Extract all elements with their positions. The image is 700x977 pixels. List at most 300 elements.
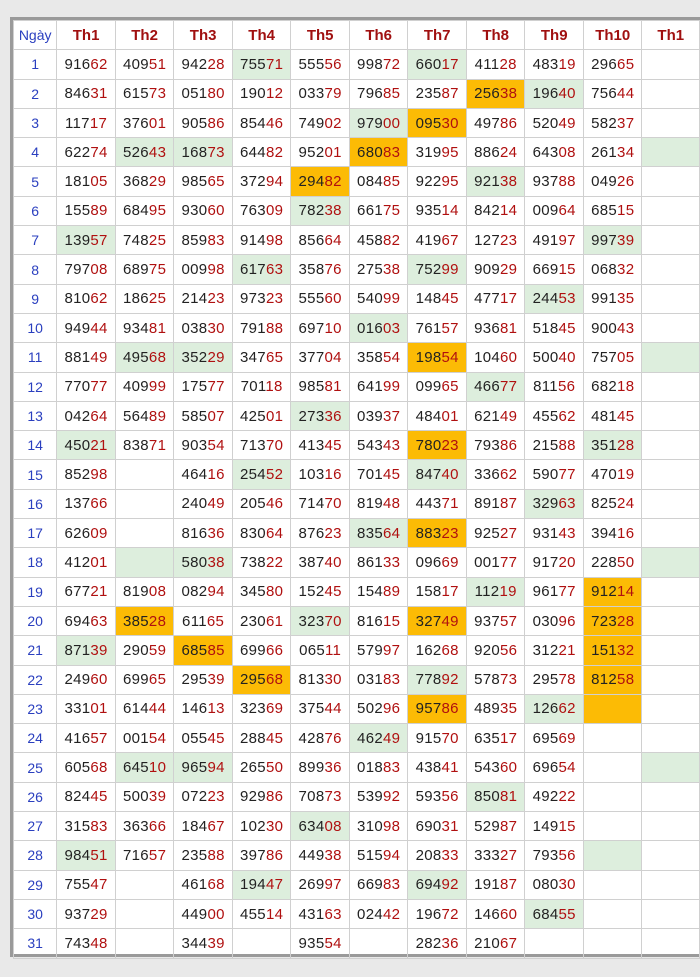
table-row [14,519,700,548]
result-cell: 61444 [115,694,174,723]
day-number: 26 [14,782,57,811]
result-cell: 00154 [115,724,174,753]
result-cell: 39416 [583,519,642,548]
day-number: 6 [14,196,57,225]
result-cell: 33327 [466,841,525,870]
result-cell: 57997 [349,636,408,665]
result-cell [115,519,174,548]
result-cell: 31995 [408,138,467,167]
result-cell: 91570 [408,724,467,753]
table-row [14,196,700,225]
result-cell: 50039 [115,782,174,811]
result-cell: 19672 [408,899,467,928]
result-cell [642,226,700,255]
result-cell: 92056 [466,636,525,665]
result-cell: 91662 [57,50,116,79]
result-cell: 20833 [408,841,467,870]
result-cell: 23061 [232,606,291,635]
result-cell: 44938 [291,841,350,870]
table-row [14,167,700,196]
result-cell: 53992 [349,782,408,811]
result-cell: 59077 [525,460,584,489]
result-cell [349,929,408,958]
result-cell: 74825 [115,226,174,255]
result-cell: 48145 [583,401,642,430]
result-cell [642,899,700,928]
result-cell: 18467 [174,812,233,841]
result-cell: 56489 [115,401,174,430]
result-cell: 50296 [349,694,408,723]
table-row [14,841,700,870]
result-cell: 71370 [232,431,291,460]
result-cell: 34580 [232,577,291,606]
result-cell: 75299 [408,255,467,284]
month-header: Th9 [525,21,584,50]
result-cell: 92986 [232,782,291,811]
day-number: 29 [14,870,57,899]
day-number: 24 [14,724,57,753]
result-cell: 09669 [408,548,467,577]
result-cell: 66983 [349,870,408,899]
result-cell: 91214 [583,577,642,606]
result-cell: 47717 [466,284,525,313]
result-cell [642,372,700,401]
result-cell: 64482 [232,138,291,167]
result-cell: 50040 [525,343,584,372]
result-cell [583,694,642,723]
result-cell: 23587 [408,79,467,108]
result-cell: 62274 [57,138,116,167]
table-row [14,812,700,841]
day-number: 12 [14,372,57,401]
result-cell [115,899,174,928]
result-cell: 04264 [57,401,116,430]
result-cell: 58038 [174,548,233,577]
table-row [14,929,700,958]
result-cell: 35854 [349,343,408,372]
result-cell: 25452 [232,460,291,489]
table-row [14,284,700,313]
result-cell: 46677 [466,372,525,401]
result-cell [583,724,642,753]
day-number: 2 [14,79,57,108]
result-cell: 60568 [57,753,116,782]
result-cell: 96177 [525,577,584,606]
result-cell: 69569 [525,724,584,753]
result-cell: 88323 [408,519,467,548]
result-cell: 24960 [57,665,116,694]
result-cell: 38740 [291,548,350,577]
result-cell [642,577,700,606]
table-row [14,694,700,723]
result-cell: 17577 [174,372,233,401]
result-cell: 23588 [174,841,233,870]
result-cell: 95786 [408,694,467,723]
result-cell: 78238 [291,196,350,225]
result-cell: 48319 [525,50,584,79]
result-cell: 19012 [232,79,291,108]
result-cell: 97323 [232,284,291,313]
result-cell: 93788 [525,167,584,196]
result-cell: 34765 [232,343,291,372]
result-cell: 11219 [466,577,525,606]
result-cell: 32749 [408,606,467,635]
result-cell: 15489 [349,577,408,606]
lottery-results-frame [10,17,700,957]
result-cell: 63408 [291,812,350,841]
result-cell: 85298 [57,460,116,489]
result-cell: 81258 [583,665,642,694]
table-row [14,401,700,430]
result-cell: 71657 [115,841,174,870]
result-cell: 09530 [408,108,467,137]
result-cell: 69710 [291,313,350,342]
result-cell: 66175 [349,196,408,225]
result-cell: 54099 [349,284,408,313]
result-cell: 83064 [232,519,291,548]
result-cell: 35876 [291,255,350,284]
result-cell: 93729 [57,899,116,928]
result-cell: 54343 [349,431,408,460]
result-cell: 24049 [174,489,233,518]
result-cell: 48935 [466,694,525,723]
result-cell: 48401 [408,401,467,430]
result-cell [642,460,700,489]
result-cell: 42501 [232,401,291,430]
result-cell: 41967 [408,226,467,255]
result-cell: 58507 [174,401,233,430]
result-cell: 85081 [466,782,525,811]
result-cell: 69031 [408,812,467,841]
result-cell: 62609 [57,519,116,548]
table-row [14,899,700,928]
result-cell [583,753,642,782]
result-cell: 68455 [525,899,584,928]
table-row [14,724,700,753]
month-header: Th1 [57,21,116,50]
result-cell: 71470 [291,489,350,518]
result-cell: 69492 [408,870,467,899]
result-cell: 24453 [525,284,584,313]
result-cell: 03937 [349,401,408,430]
result-cell [583,841,642,870]
month-header: Th1 [642,21,700,50]
month-header: Th6 [349,21,408,50]
day-number: 15 [14,460,57,489]
result-cell: 45882 [349,226,408,255]
result-cell: 95201 [291,138,350,167]
result-cell: 68495 [115,196,174,225]
result-cell: 49786 [466,108,525,137]
result-cell: 16268 [408,636,467,665]
result-cell: 76309 [232,196,291,225]
day-number: 31 [14,929,57,958]
result-cell: 29578 [525,665,584,694]
result-cell: 68975 [115,255,174,284]
result-cell: 03379 [291,79,350,108]
result-cell: 15245 [291,577,350,606]
result-cell: 81156 [525,372,584,401]
result-cell [583,899,642,928]
result-cell: 99872 [349,50,408,79]
result-cell: 61165 [174,606,233,635]
result-cell: 69463 [57,606,116,635]
header-row [14,21,700,50]
result-cell: 13766 [57,489,116,518]
table-row [14,108,700,137]
day-number: 3 [14,108,57,137]
result-cell: 18625 [115,284,174,313]
result-cell: 85983 [174,226,233,255]
result-cell: 29482 [291,167,350,196]
result-cell: 26997 [291,870,350,899]
table-row [14,431,700,460]
result-cell: 32369 [232,694,291,723]
result-cell: 58237 [583,108,642,137]
day-number: 20 [14,606,57,635]
result-cell [232,929,291,958]
result-cell [642,724,700,753]
result-cell: 81062 [57,284,116,313]
result-cell: 88149 [57,343,116,372]
result-cell: 25638 [466,79,525,108]
result-cell: 08294 [174,577,233,606]
result-cell: 36829 [115,167,174,196]
result-cell: 33101 [57,694,116,723]
month-header: Th2 [115,21,174,50]
result-cell: 90929 [466,255,525,284]
result-cell: 84740 [408,460,467,489]
result-cell: 69654 [525,753,584,782]
result-cell [642,343,700,372]
result-cell: 75644 [583,79,642,108]
result-cell: 33662 [466,460,525,489]
result-cell: 00964 [525,196,584,225]
result-cell [525,929,584,958]
day-number: 7 [14,226,57,255]
table-row [14,870,700,899]
result-cell [642,606,700,635]
month-header: Th8 [466,21,525,50]
result-cell: 94228 [174,50,233,79]
result-cell: 14613 [174,694,233,723]
result-cell: 93681 [466,313,525,342]
result-cell: 92295 [408,167,467,196]
result-cell: 29665 [583,50,642,79]
result-cell [642,284,700,313]
result-cell: 37704 [291,343,350,372]
result-cell: 81948 [349,489,408,518]
result-cell: 94944 [57,313,116,342]
result-cell: 01883 [349,753,408,782]
result-cell [642,519,700,548]
result-cell: 27538 [349,255,408,284]
result-cell: 45021 [57,431,116,460]
result-cell: 77077 [57,372,116,401]
day-number: 28 [14,841,57,870]
result-cell: 04926 [583,167,642,196]
result-cell: 92527 [466,519,525,548]
results-table [13,20,700,959]
result-cell [642,50,700,79]
day-number: 16 [14,489,57,518]
result-cell: 87139 [57,636,116,665]
result-cell: 61763 [232,255,291,284]
result-cell: 09965 [408,372,467,401]
day-number: 27 [14,812,57,841]
day-number: 21 [14,636,57,665]
result-cell [642,548,700,577]
table-row [14,665,700,694]
result-cell: 57873 [466,665,525,694]
day-number: 9 [14,284,57,313]
result-cell: 21423 [174,284,233,313]
result-cell: 98451 [57,841,116,870]
result-cell [115,548,174,577]
table-row [14,548,700,577]
table-row [14,226,700,255]
table-row [14,343,700,372]
result-cell [115,870,174,899]
month-header: Th5 [291,21,350,50]
result-cell: 54360 [466,753,525,782]
result-cell [642,636,700,665]
result-cell: 89187 [466,489,525,518]
result-cell: 47019 [583,460,642,489]
month-header: Th7 [408,21,467,50]
result-cell: 93060 [174,196,233,225]
result-cell: 49222 [525,782,584,811]
table-row [14,489,700,518]
result-cell: 89936 [291,753,350,782]
result-cell: 37601 [115,108,174,137]
result-cell: 52987 [466,812,525,841]
table-row [14,577,700,606]
day-column-header: Ngày [14,21,57,50]
result-cell: 41345 [291,431,350,460]
result-cell: 70118 [232,372,291,401]
result-cell: 96594 [174,753,233,782]
day-number: 5 [14,167,57,196]
result-cell: 45514 [232,899,291,928]
day-number: 30 [14,899,57,928]
result-cell: 32963 [525,489,584,518]
result-cell: 46168 [174,870,233,899]
result-cell: 99135 [583,284,642,313]
result-cell: 16873 [174,138,233,167]
result-cell [642,665,700,694]
table-row [14,753,700,782]
result-cell: 99739 [583,226,642,255]
result-cell: 69965 [115,665,174,694]
result-cell [642,401,700,430]
result-cell: 90043 [583,313,642,342]
result-cell: 41128 [466,50,525,79]
result-cell: 37294 [232,167,291,196]
result-cell: 72328 [583,606,642,635]
day-number: 19 [14,577,57,606]
result-cell: 93757 [466,606,525,635]
day-number: 1 [14,50,57,79]
result-cell: 70145 [349,460,408,489]
result-cell [115,460,174,489]
result-cell: 83564 [349,519,408,548]
result-cell: 03096 [525,606,584,635]
result-cell: 34439 [174,929,233,958]
day-number: 23 [14,694,57,723]
result-cell: 13957 [57,226,116,255]
day-number: 14 [14,431,57,460]
result-cell [583,782,642,811]
day-number: 25 [14,753,57,782]
result-cell: 68218 [583,372,642,401]
table-row [14,138,700,167]
day-number: 8 [14,255,57,284]
result-cell: 19187 [466,870,525,899]
result-cell: 36366 [115,812,174,841]
result-cell: 18105 [57,167,116,196]
result-cell: 10460 [466,343,525,372]
result-cell: 93143 [525,519,584,548]
result-cell: 73822 [232,548,291,577]
month-header: Th3 [174,21,233,50]
result-cell: 40951 [115,50,174,79]
result-cell: 75547 [57,870,116,899]
result-cell [642,753,700,782]
result-cell [583,929,642,958]
result-cell: 29568 [232,665,291,694]
table-row [14,372,700,401]
result-cell: 61573 [115,79,174,108]
result-cell: 90354 [174,431,233,460]
result-cell: 41201 [57,548,116,577]
result-cell [642,870,700,899]
result-cell: 37544 [291,694,350,723]
result-cell: 77892 [408,665,467,694]
result-cell: 79386 [466,431,525,460]
result-cell: 03830 [174,313,233,342]
result-cell: 79188 [232,313,291,342]
result-cell: 51845 [525,313,584,342]
result-cell: 46249 [349,724,408,753]
result-cell: 75705 [583,343,642,372]
result-cell [642,812,700,841]
result-cell: 00177 [466,548,525,577]
result-cell: 38528 [115,606,174,635]
result-cell [642,782,700,811]
result-cell: 81908 [115,577,174,606]
result-cell: 05180 [174,79,233,108]
result-cell: 79356 [525,841,584,870]
result-cell: 78023 [408,431,467,460]
result-cell: 22850 [583,548,642,577]
result-cell: 12662 [525,694,584,723]
result-cell: 93481 [115,313,174,342]
result-cell: 14915 [525,812,584,841]
result-cell: 93554 [291,929,350,958]
result-cell: 28236 [408,929,467,958]
result-cell: 40999 [115,372,174,401]
table-row [14,782,700,811]
result-cell [642,138,700,167]
result-cell: 69966 [232,636,291,665]
result-cell: 28845 [232,724,291,753]
result-cell: 20546 [232,489,291,518]
result-cell [642,167,700,196]
day-number: 4 [14,138,57,167]
day-number: 22 [14,665,57,694]
result-cell: 91720 [525,548,584,577]
